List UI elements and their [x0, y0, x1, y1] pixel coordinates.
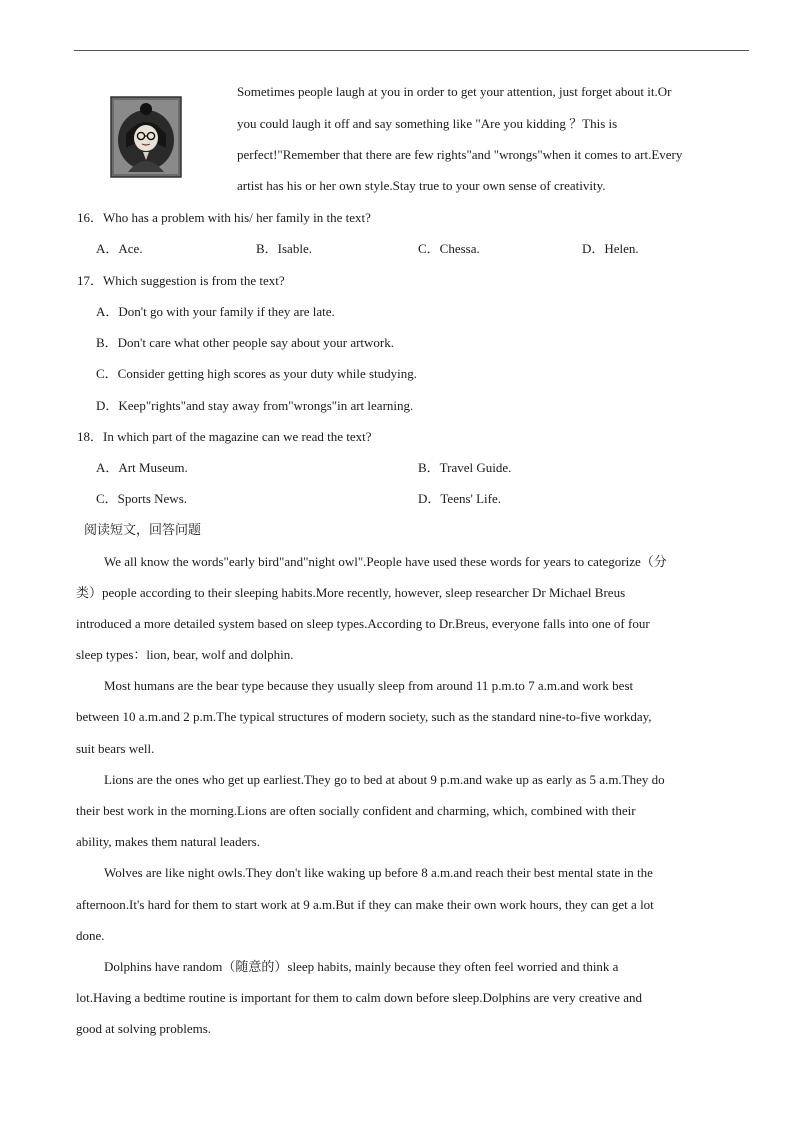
passage-line: Lions are the ones who get up earliest.They go to bed at about 9 p.m.and wake up as early as 5 a.m.They do: [104, 772, 665, 787]
passage-line: suit bears well.: [76, 741, 155, 756]
passage-line: afternoon.It's hard for them to start work at 9 a.m.But if they can make their own work hours, they can get a lot: [76, 897, 654, 912]
header-rule: [74, 50, 749, 51]
passage-line: Most humans are the bear type because they usually sleep from around 11 p.m.to 7 a.m.and work best: [104, 678, 634, 693]
passage-line: their best work in the morning.Lions are often socially confident and charming, which, combined with their: [76, 803, 636, 818]
question-17-option-c: C．Consider getting high scores as your duty while studying.: [96, 366, 418, 381]
question-17-option-b: B．Don't care what other people say about your artwork.: [96, 335, 395, 350]
intro-line: perfect!"Remember that there are few rights"and "wrongs"when it comes to art.Every: [237, 147, 683, 162]
question-17-option-a: A．Don't go with your family if they are late.: [96, 304, 335, 319]
passage-line: done.: [76, 928, 105, 943]
question-16-stem: 16．Who has a problem with his/ her family in the text?: [77, 210, 371, 225]
question-18-option-a: A．Art Museum.: [96, 460, 188, 475]
passage-line: good at solving problems.: [76, 1021, 212, 1036]
passage-line: sleep types：lion, bear, wolf and dolphin.: [76, 647, 294, 662]
passage-line: 类）people according to their sleeping habits.More recently, however, sleep researcher Dr Michael Breus: [76, 585, 626, 600]
question-16-option-c: C．Chessa.: [418, 241, 480, 256]
question-18-option-d: D．Teens' Life.: [418, 491, 502, 506]
passage-line: between 10 a.m.and 2 p.m.The typical structures of modern society, such as the standard nine-to-five workday,: [76, 709, 652, 724]
passage-line: We all know the words"early bird"and"night owl".People have used these words for years to categorize（分: [104, 554, 667, 569]
question-16-option-d: D．Helen.: [582, 241, 639, 256]
intro-line: artist has his or her own style.Stay true to your own sense of creativity.: [237, 178, 606, 193]
girl-portrait-image: [110, 96, 182, 178]
question-16-option-b: B．Isable.: [256, 241, 312, 256]
passage-line: lot.Having a bedtime routine is important for them to calm down before sleep.Dolphins are very creative and: [76, 990, 643, 1005]
question-17-stem: 17．Which suggestion is from the text?: [77, 273, 285, 288]
intro-line: you could laugh it off and say something like "Are you kidding ？This is: [237, 116, 618, 131]
passage-line: Dolphins have random（随意的）sleep habits, mainly because they often feel worried and think a: [104, 959, 619, 974]
passage-line: Wolves are like night owls.They don't like waking up before 8 a.m.and reach their best mental state in the: [104, 865, 653, 880]
question-18-stem: 18．In which part of the magazine can we read the text?: [77, 429, 372, 444]
question-18-option-c: C．Sports News.: [96, 491, 188, 506]
passage-line: introduced a more detailed system based on sleep types.According to Dr.Breus, everyone falls into one of four: [76, 616, 650, 631]
passage-line: ability, makes them natural leaders.: [76, 834, 260, 849]
section-heading: 阅读短文，回答问题: [84, 522, 202, 537]
intro-line: Sometimes people laugh at you in order to get your attention, just forget about it.Or: [237, 84, 672, 99]
question-18-option-b: B．Travel Guide.: [418, 460, 512, 475]
question-17-option-d: D．Keep"rights"and stay away from"wrongs"in art learning.: [96, 398, 414, 413]
question-16-option-a: A．Ace.: [96, 241, 143, 256]
